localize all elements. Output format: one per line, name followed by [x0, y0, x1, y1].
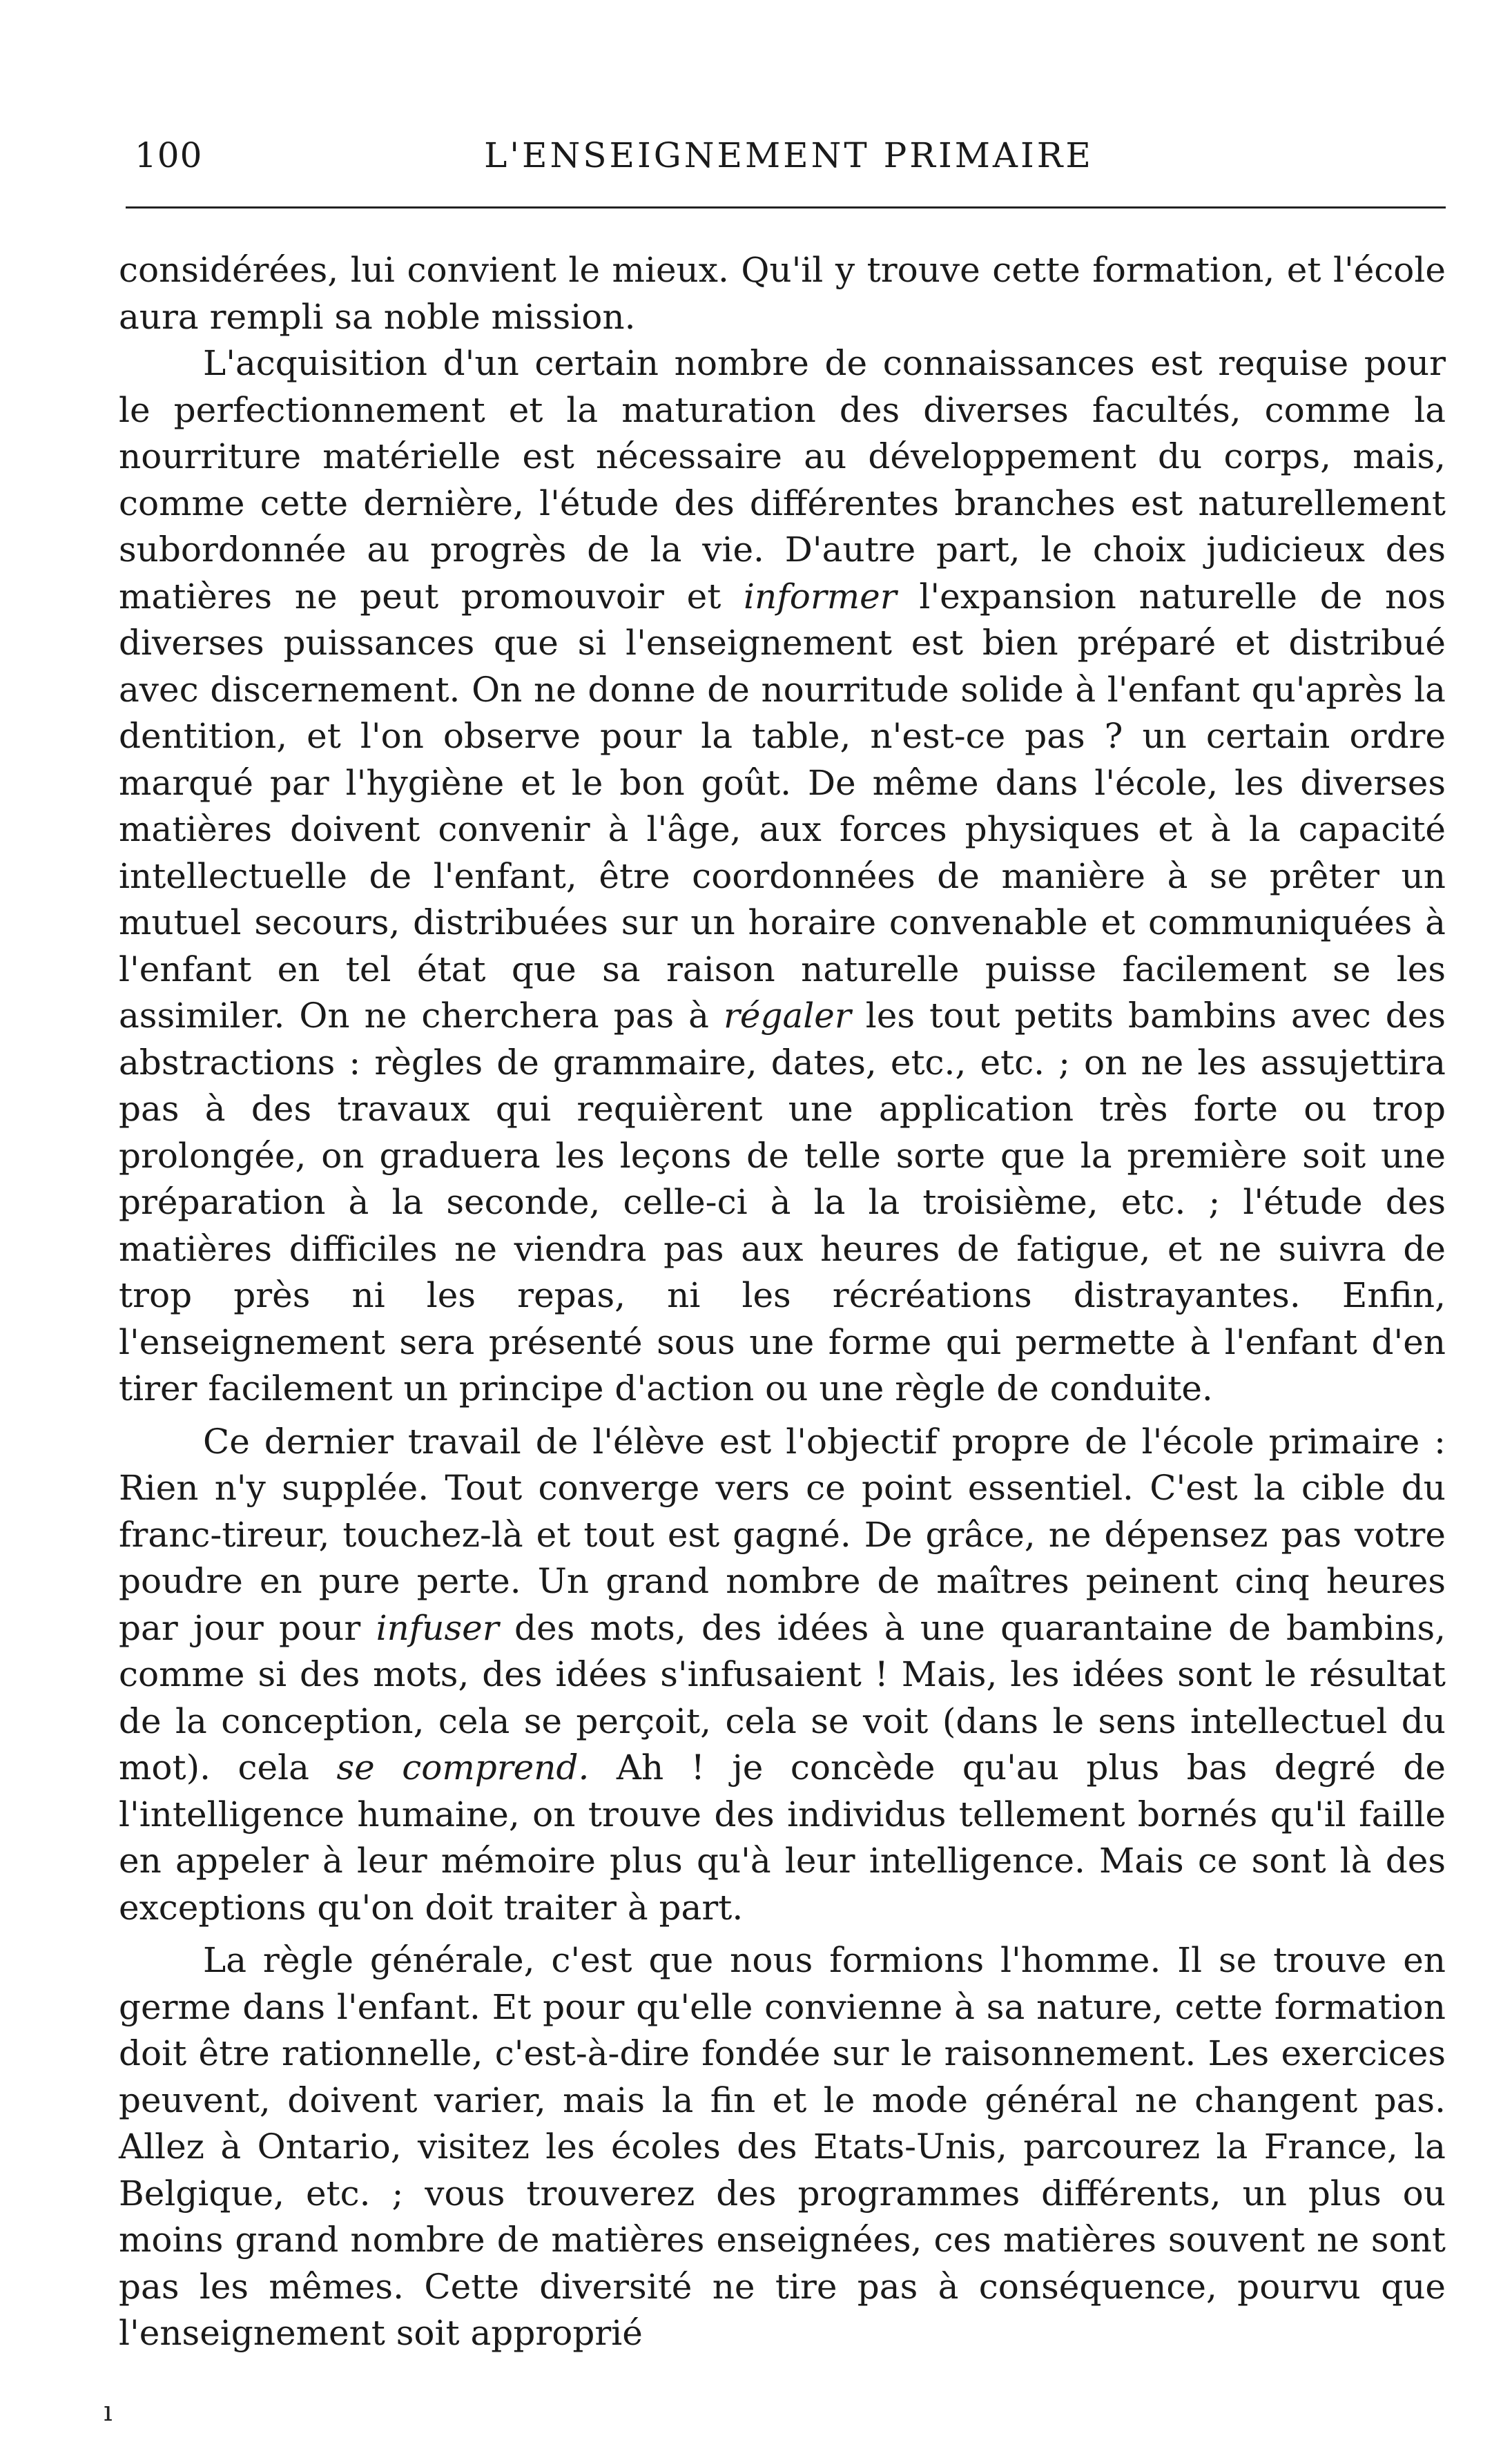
paragraph-text: Ce dernier travail de l'élève est l'objectif propre de l'école primaire : Rien n'y supplée. Tout converge vers ce point essentiel. C'est la cible du franc-tireur, touchez-là et tout est gagné. De grâce, ne dépensez pas votre poudre en pure perte. Un grand nombre de maîtres peinent cinq heures par jour pour	[119, 1421, 1446, 1648]
italic-term: infuser	[376, 1607, 499, 1648]
italic-term: informer	[744, 576, 897, 617]
running-title: L'ENSEIGNEMENT PRIMAIRE	[484, 135, 1094, 175]
page-header	[135, 135, 1443, 184]
paragraph-text: Ah ! je concède qu'au plus bas degré de l'intelligence humaine, on trouve des individus tellement bornés qu'il faille en appeler à leur mémoire plus qu'à leur intelligence. Mais ce sont là des exceptions qu'on doit traiter à part.	[119, 1747, 1446, 1928]
ink-mark: ı	[104, 2396, 113, 2428]
paragraph-text: des mots, des idées à une quarantaine de bambins, comme si des mots, des idées s'infusaient ! Mais, les idées sont le résultat de la conception, cela se perçoit, cela se voit (dans le sens intellectuel du mot). cela	[119, 1607, 1446, 1788]
paragraph-text: l'expansion naturelle de nos diverses puissances que si l'enseignement est bien préparé et distribué avec discernement. On ne donne de nourritude solide à l'enfant qu'après la dentition, et l'on observe pour la table, n'est-ce pas ? un certain ordre marqué par l'hygiène et le bon goût. De même dans l'école, les diverses matières doivent convenir à l'âge, aux forces physiques et à la capacité intellectuelle de l'enfant, être coordonnées de manière à se prêter un mutuel secours, distribuées sur un horaire convenable et communiquées à l'enfant en tel état que sa raison naturelle puisse facilement se les assimiler. On ne cherchera pas à	[119, 576, 1446, 1036]
page-number: 100	[135, 135, 203, 175]
paragraph-regle-generale: La règle générale, c'est que nous formions l'homme. Il se trouve en germe dans l'enfant. Et pour qu'elle convienne à sa nature, cette formation doit être rationnelle, c'est-à-dire fondée sur le raisonnement. Les exercices peuvent, doivent varier, mais la fin et le mode général ne changent pas. Allez à Ontario, visitez les écoles des Etats-Unis, parcourez la France, la Belgique, etc. ; vous trouverez des programmes différents, un plus ou moins grand nombre de matières enseignées, ces matières souvent ne sont pas les mêmes. Cette diversité ne tire pas à conséquence, pourvu que l'enseignement soit approprié	[119, 1940, 1446, 2353]
italic-term: se comprend.	[336, 1747, 590, 1788]
body-text	[119, 247, 1446, 2357]
paragraph-text: L'acquisition d'un certain nombre de connaissances est requise pour le perfectionnement et la maturation des diverses facultés, comme la nourriture matérielle est nécessaire au développement du corps, mais, comme cette dernière, l'étude des différentes branches est naturellement subordonnée au progrès de la vie. D'autre part, le choix judicieux des matières ne peut promouvoir et	[119, 343, 1446, 617]
italic-term: régaler	[723, 996, 851, 1036]
paragraph-continued: considérées, lui convient le mieux. Qu'il y trouve cette formation, et l'école aura rempli sa noble mission.	[119, 250, 1446, 337]
paragraph-text: les tout petits bambins avec des abstractions : règles de grammaire, dates, etc., etc. ; on ne les assujettira pas à des travaux qui requièrent une application très forte ou trop prolongée, on graduera les leçons de telle sorte que la première soit une préparation à la seconde, celle-ci à la la troisième, etc. ; l'étude des matières difficiles ne viendra pas aux heures de fatigue, et ne suivra de trop près ni les repas, ni les récréations distrayantes. Enfin, l'enseignement sera présenté sous une forme qui permette à l'enfant d'en tirer facilement un principe d'action ou une règle de conduite.	[119, 996, 1446, 1408]
paragraph-dernier-travail	[119, 1419, 1446, 1932]
header-rule	[126, 206, 1446, 209]
paragraph-acquisition	[119, 340, 1446, 1413]
